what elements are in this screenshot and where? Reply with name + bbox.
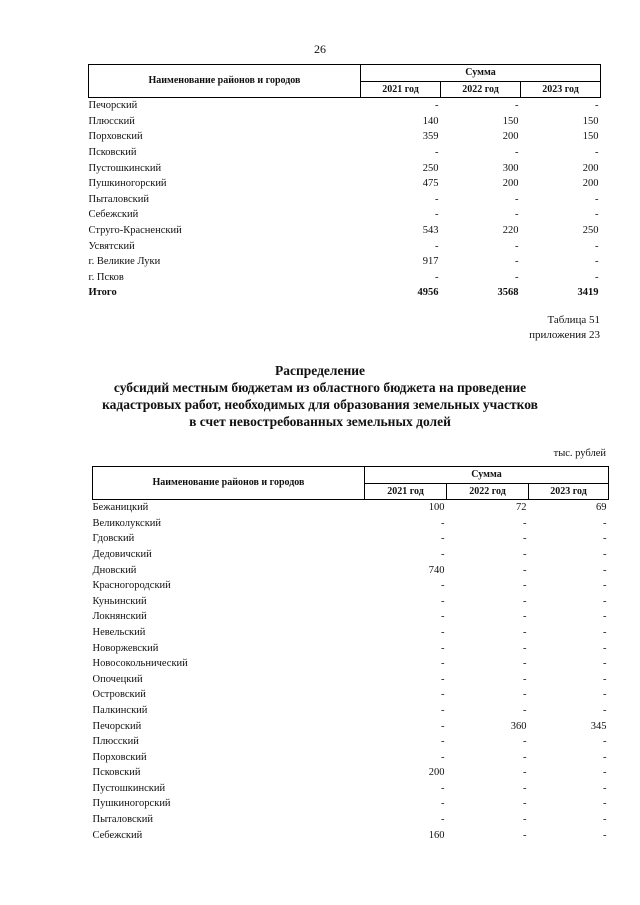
amount-cell: - [515, 193, 519, 205]
district-name-cell: Пыталовский [88, 193, 149, 205]
amount-cell: - [441, 689, 445, 701]
amount-cell: - [603, 658, 607, 670]
table-row [89, 98, 601, 114]
amount-cell: - [441, 517, 445, 529]
district-name-cell: Куньинский [92, 595, 147, 607]
heading-line: субсидий местным бюджетам из областного бюджета на проведение [113, 380, 527, 395]
district-name-cell: Пыталовский [92, 814, 153, 826]
district-name-cell: Бежаницкий [92, 502, 149, 514]
amount-cell: 543 [422, 224, 439, 236]
amount-cell: 160 [428, 829, 445, 841]
amount-cell: - [523, 689, 527, 701]
amount-cell: - [523, 642, 527, 654]
amount-cell: 250 [582, 224, 599, 236]
amount-cell: 69 [596, 502, 607, 514]
district-name-cell: Печорский [88, 100, 138, 112]
amount-cell: 359 [422, 131, 439, 143]
district-name-cell: г. Псков [88, 271, 124, 283]
table-row [93, 687, 609, 703]
amount-cell: - [441, 720, 445, 732]
district-name-cell: Псковский [92, 767, 141, 779]
table-row [89, 223, 601, 239]
amount-cell: - [603, 798, 607, 810]
district-name-cell: Псковский [88, 146, 137, 158]
column-header-year: 2022 год [441, 81, 521, 98]
amount-cell: - [595, 193, 599, 205]
amount-cell: - [603, 642, 607, 654]
amount-cell: - [441, 673, 445, 685]
amount-cell: - [441, 736, 445, 748]
total-2023: 3419 [577, 287, 599, 299]
district-name-cell: Порховский [92, 751, 147, 763]
amount-cell: 250 [422, 162, 439, 174]
column-header-sum: Сумма [361, 65, 601, 82]
table-row [93, 765, 609, 781]
amount-cell: - [441, 798, 445, 810]
amount-cell: 917 [422, 256, 439, 268]
table-row [93, 781, 609, 797]
table-row [93, 734, 609, 750]
table-row [93, 703, 609, 719]
amount-cell: - [523, 533, 527, 545]
table-row [89, 270, 601, 286]
amount-cell: - [523, 564, 527, 576]
amount-cell: - [441, 580, 445, 592]
heading-line: в счет невостребованных земельных долей [189, 414, 451, 429]
table-row [93, 812, 609, 828]
amount-cell: 300 [502, 162, 519, 174]
total-2022: 3568 [497, 287, 519, 299]
district-name-cell: Великолукский [92, 517, 162, 529]
district-name-cell: Пустошкинский [88, 162, 162, 174]
district-name-cell: Порховский [88, 131, 143, 143]
amount-cell: - [595, 256, 599, 268]
amount-cell: - [441, 595, 445, 607]
table-row [89, 129, 601, 145]
amount-cell: - [515, 100, 519, 112]
table-row [89, 161, 601, 177]
district-name-cell: Опочецкий [92, 673, 143, 685]
district-name-cell: Пустошкинский [92, 782, 166, 794]
district-name-cell: Пушкиногорский [88, 178, 167, 190]
appendix-number: приложения 23 [529, 329, 600, 341]
amount-cell: - [603, 751, 607, 763]
total-label: Итого [88, 287, 117, 299]
amount-cell: - [523, 580, 527, 592]
amount-cell: - [603, 580, 607, 592]
amount-cell: 72 [516, 502, 527, 514]
district-name-cell: Новоржевский [92, 642, 159, 654]
table-reference-note [529, 313, 600, 343]
column-header-year: 2023 год [521, 81, 601, 98]
amount-cell: 220 [502, 224, 519, 236]
amount-cell: - [523, 626, 527, 638]
amount-cell: - [441, 704, 445, 716]
amount-cell: - [603, 829, 607, 841]
amount-cell: - [523, 595, 527, 607]
amount-cell: - [603, 673, 607, 685]
amount-cell: - [595, 271, 599, 283]
amount-cell: - [523, 782, 527, 794]
table-row [93, 719, 609, 735]
column-header-name: Наименование районов и городов [93, 467, 365, 500]
table-row [93, 672, 609, 688]
district-name-cell: Палкинский [92, 704, 148, 716]
table-body [89, 98, 601, 286]
table-row [93, 828, 609, 844]
table-row [89, 176, 601, 192]
amount-cell: 100 [428, 502, 445, 514]
amount-cell: 200 [502, 178, 519, 190]
amount-cell: - [441, 642, 445, 654]
table-row [93, 516, 609, 532]
table-row [89, 114, 601, 130]
district-name-cell: Островский [92, 689, 146, 701]
amount-cell: - [515, 240, 519, 252]
column-header-year: 2022 год [447, 483, 529, 500]
amount-cell: - [595, 146, 599, 158]
amount-cell: - [435, 146, 439, 158]
district-name-cell: Невельский [92, 626, 146, 638]
district-name-cell: Себежский [92, 829, 143, 841]
amount-cell: 150 [582, 115, 599, 127]
section-heading [0, 362, 640, 430]
amount-cell: - [441, 751, 445, 763]
total-row [89, 285, 601, 301]
amount-cell: 150 [582, 131, 599, 143]
amount-cell: - [603, 782, 607, 794]
amount-cell: - [603, 548, 607, 560]
district-name-cell: Пушкиногорский [92, 798, 171, 810]
amount-cell: - [435, 193, 439, 205]
column-header-year: 2023 год [529, 483, 609, 500]
table-body [93, 500, 609, 844]
amount-cell: - [603, 704, 607, 716]
amount-cell: - [441, 782, 445, 794]
amount-cell: - [441, 814, 445, 826]
table-row [93, 641, 609, 657]
amount-cell: - [603, 611, 607, 623]
amount-cell: - [435, 240, 439, 252]
amount-cell: 740 [428, 564, 445, 576]
amount-cell: 200 [582, 162, 599, 174]
column-header-sum: Сумма [365, 467, 609, 484]
district-name-cell: Гдовский [92, 533, 135, 545]
amount-cell: - [435, 209, 439, 221]
district-name-cell: Дедовичский [92, 548, 152, 560]
amount-cell: - [603, 564, 607, 576]
amount-cell: - [523, 736, 527, 748]
table-row [89, 207, 601, 223]
table-row [93, 563, 609, 579]
amount-cell: - [515, 256, 519, 268]
table-row [89, 239, 601, 255]
heading-line: кадастровых работ, необходимых для образования земельных участков [102, 397, 538, 412]
amount-cell: - [603, 767, 607, 779]
amount-cell: 150 [502, 115, 519, 127]
amount-cell: - [603, 736, 607, 748]
subsidy-table-continued [88, 64, 601, 301]
district-name-cell: Дновский [92, 564, 137, 576]
district-name-cell: Усвятский [88, 240, 135, 252]
table-row [89, 254, 601, 270]
column-header-name: Наименование районов и городов [89, 65, 361, 98]
amount-cell: - [523, 829, 527, 841]
amount-cell: 360 [510, 720, 527, 732]
total-2021: 4956 [417, 287, 439, 299]
column-header-year: 2021 год [365, 483, 447, 500]
district-name-cell: Плюсский [92, 736, 139, 748]
table-row [93, 547, 609, 563]
amount-cell: - [603, 595, 607, 607]
table-row [93, 609, 609, 625]
amount-cell: - [435, 271, 439, 283]
amount-cell: - [603, 517, 607, 529]
table-row [93, 594, 609, 610]
amount-cell: - [523, 751, 527, 763]
amount-cell: - [595, 240, 599, 252]
amount-cell: - [603, 689, 607, 701]
table-row [89, 145, 601, 161]
units-label: тыс. рублей [553, 448, 606, 459]
amount-cell: - [523, 658, 527, 670]
table-row [93, 656, 609, 672]
district-name-cell: Печорский [92, 720, 142, 732]
amount-cell: - [515, 146, 519, 158]
district-name-cell: Себежский [88, 209, 139, 221]
amount-cell: - [595, 100, 599, 112]
table-row [93, 625, 609, 641]
district-name-cell: Плюсский [88, 115, 135, 127]
table-row [93, 750, 609, 766]
amount-cell: - [523, 767, 527, 779]
cadastral-subsidy-table [92, 466, 609, 843]
amount-cell: - [523, 673, 527, 685]
table-row [93, 500, 609, 516]
district-name-cell: Локнянский [92, 611, 147, 623]
amount-cell: 200 [502, 131, 519, 143]
table-row [89, 192, 601, 208]
amount-cell: 345 [590, 720, 607, 732]
table-row [93, 578, 609, 594]
district-name-cell: Струго-Красненский [88, 224, 182, 236]
table-row [93, 531, 609, 547]
amount-cell: 140 [422, 115, 439, 127]
amount-cell: - [523, 548, 527, 560]
amount-cell: - [603, 814, 607, 826]
table-row [93, 796, 609, 812]
amount-cell: - [441, 611, 445, 623]
amount-cell: - [441, 626, 445, 638]
page-number: 26 [314, 42, 326, 56]
table-number: Таблица 51 [547, 314, 600, 326]
amount-cell: - [595, 209, 599, 221]
amount-cell: - [441, 548, 445, 560]
district-name-cell: Новосокольнический [92, 658, 188, 670]
amount-cell: - [523, 704, 527, 716]
amount-cell: - [523, 798, 527, 810]
amount-cell: - [441, 658, 445, 670]
amount-cell: 200 [428, 767, 445, 779]
column-header-year: 2021 год [361, 81, 441, 98]
amount-cell: - [523, 814, 527, 826]
amount-cell: - [523, 611, 527, 623]
district-name-cell: Красногородский [92, 580, 171, 592]
amount-cell: 475 [422, 178, 439, 190]
amount-cell: - [603, 533, 607, 545]
amount-cell: - [435, 100, 439, 112]
amount-cell: - [441, 533, 445, 545]
amount-cell: - [515, 271, 519, 283]
amount-cell: - [515, 209, 519, 221]
amount-cell: - [603, 626, 607, 638]
heading-line: Распределение [274, 363, 366, 378]
district-name-cell: г. Великие Луки [88, 256, 161, 268]
amount-cell: 200 [582, 178, 599, 190]
amount-cell: - [523, 517, 527, 529]
